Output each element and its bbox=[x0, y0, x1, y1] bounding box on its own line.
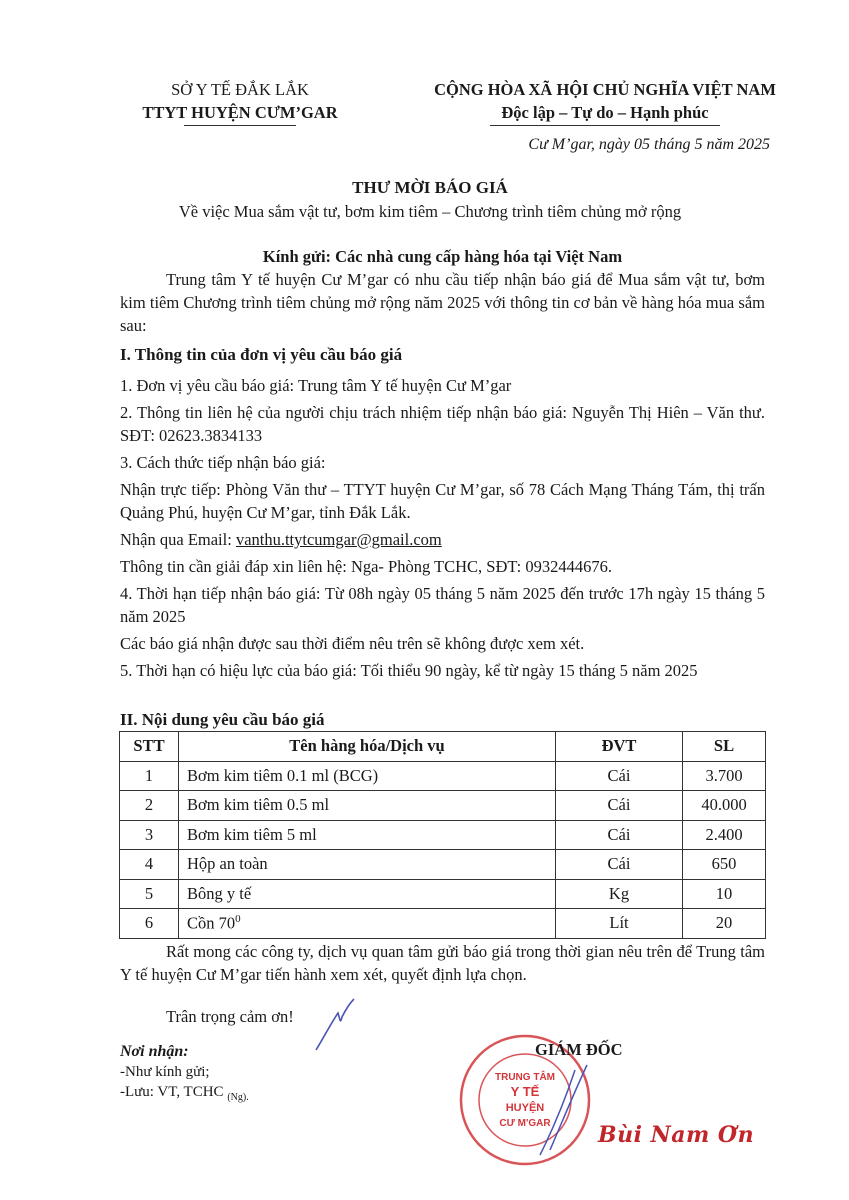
col-qty: SL bbox=[683, 732, 766, 762]
section-1-heading: I. Thông tin của đơn vị yêu cầu báo giá bbox=[120, 345, 403, 364]
email-delivery-info bbox=[120, 528, 765, 551]
row-name: Bơm kim tiêm 5 ml bbox=[179, 820, 556, 850]
row-name: Bơm kim tiêm 0.1 ml (BCG) bbox=[179, 761, 556, 791]
row-name: Bông y tế bbox=[179, 879, 556, 909]
recipients-heading: Nơi nhận: bbox=[120, 1043, 189, 1060]
table-row bbox=[120, 850, 766, 880]
signer-name: Bùi Nam Ơn bbox=[598, 1122, 755, 1148]
table-row bbox=[120, 909, 766, 939]
recipient-line-2-initials: (Ng). bbox=[227, 1092, 249, 1103]
section-1-item-1: 1. Đơn vị yêu cầu báo giá: Trung tâm Y tế huyện Cư M’gar bbox=[120, 376, 512, 395]
seal-line-2: Y TẾ bbox=[510, 1084, 540, 1099]
table-row bbox=[120, 791, 766, 821]
row-name: Bơm kim tiêm 0.5 ml bbox=[179, 791, 556, 821]
row-name: Hộp an toàn bbox=[179, 850, 556, 880]
row-name-text: Cồn 70 bbox=[187, 913, 236, 933]
row-name bbox=[179, 909, 556, 939]
recipient-line-2 bbox=[120, 1082, 249, 1108]
section-2-heading: II. Nội dung yêu cầu báo giá bbox=[120, 710, 325, 729]
row-unit: Kg bbox=[556, 879, 683, 909]
table-row bbox=[120, 879, 766, 909]
row-qty: 10 bbox=[683, 879, 766, 909]
seal-line-1: TRUNG TÂM bbox=[495, 1072, 555, 1083]
row-qty: 3.700 bbox=[683, 761, 766, 791]
intro-paragraph: Trung tâm Y tế huyện Cư M’gar có nhu cầu tiếp nhận báo giá để Mua sắm vật tư, bơm kim tiêm Chương trình tiêm chủng mở rộng năm 2025 với thông tin cơ bản về hàng hóa mua sắm sau: bbox=[120, 270, 765, 335]
row-stt: 2 bbox=[120, 791, 179, 821]
seal-line-3: HUYỆN bbox=[505, 1102, 545, 1114]
motto-underline bbox=[490, 125, 720, 126]
dateline: Cư M’gar, ngày 05 tháng 5 năm 2025 bbox=[528, 136, 770, 153]
email-link[interactable]: vanthu.ttytcumgar@gmail.com bbox=[235, 530, 442, 549]
table-row bbox=[120, 820, 766, 850]
nation-title: CỘNG HÒA XÃ HỘI CHỦ NGHĨA VIỆT NAM bbox=[434, 80, 776, 99]
row-stt: 6 bbox=[120, 909, 179, 939]
recipient-line-1: -Như kính gửi; bbox=[120, 1064, 210, 1080]
row-stt: 4 bbox=[120, 850, 179, 880]
unit-underline bbox=[184, 125, 296, 126]
section-1-item-2: 2. Thông tin liên hệ của người chịu trách nhiệm tiếp nhận báo giá: Nguyễn Thị Hiên – Văn thư. SĐT: 02623.3834133 bbox=[120, 403, 765, 445]
degree-superscript: 0 bbox=[235, 913, 241, 925]
greeting: Kính gửi: Các nhà cung cấp hàng hóa tại Việt Nam bbox=[262, 247, 623, 266]
seal-line-4: CƯ M'GAR bbox=[499, 1118, 551, 1129]
initial-mark-icon bbox=[310, 995, 360, 1055]
col-unit: ĐVT bbox=[556, 732, 683, 762]
contact-info: Thông tin cần giải đáp xin liên hệ: Nga- Phòng TCHC, SĐT: 0932444676. bbox=[120, 557, 612, 576]
unit-name: TTYT HUYỆN CƯM’GAR bbox=[142, 103, 338, 122]
row-qty: 40.000 bbox=[683, 791, 766, 821]
row-stt: 5 bbox=[120, 879, 179, 909]
table-header-row bbox=[120, 732, 766, 762]
recipient-line-2-text: -Lưu: VT, TCHC bbox=[120, 1084, 224, 1100]
col-name: Tên hàng hóa/Dịch vụ bbox=[179, 732, 556, 762]
section-1-item-4: 4. Thời hạn tiếp nhận báo giá: Từ 08h ngày 05 tháng 5 năm 2025 đến trước 17h ngày 15 tháng 5 năm 2025 bbox=[120, 584, 765, 626]
section-1-item-3: 3. Cách thức tiếp nhận báo giá: bbox=[120, 453, 326, 472]
recipients-block bbox=[120, 1042, 249, 1108]
items-table bbox=[119, 731, 766, 939]
late-quote-note: Các báo giá nhận được sau thời điểm nêu trên sẽ không được xem xét. bbox=[120, 634, 585, 653]
row-qty: 20 bbox=[683, 909, 766, 939]
row-stt: 3 bbox=[120, 820, 179, 850]
thanks-line: Trân trọng cảm ơn! bbox=[166, 1007, 294, 1026]
col-stt: STT bbox=[120, 732, 179, 762]
motto: Độc lập – Tự do – Hạnh phúc bbox=[501, 103, 709, 122]
row-qty: 650 bbox=[683, 850, 766, 880]
document-title: THƯ MỜI BÁO GIÁ bbox=[352, 178, 508, 197]
row-unit: Cái bbox=[556, 820, 683, 850]
row-qty: 2.400 bbox=[683, 820, 766, 850]
row-unit: Cái bbox=[556, 761, 683, 791]
agency-name: SỞ Y TẾ ĐẮK LẮK bbox=[171, 80, 309, 99]
row-unit: Cái bbox=[556, 791, 683, 821]
table-row bbox=[120, 761, 766, 791]
row-stt: 1 bbox=[120, 761, 179, 791]
signer-title: GIÁM ĐỐC bbox=[535, 1040, 623, 1059]
nation-block bbox=[390, 78, 820, 126]
closing-paragraph: Rất mong các công ty, dịch vụ quan tâm gửi báo giá trong thời gian nêu trên để Trung tâm Y tế huyện Cư M’gar tiến hành xem xét, quyết định lựa chọn. bbox=[120, 942, 765, 984]
row-unit: Lít bbox=[556, 909, 683, 939]
section-1-item-5: 5. Thời hạn có hiệu lực của báo giá: Tối thiểu 90 ngày, kể từ ngày 15 tháng 5 năm 2025 bbox=[120, 661, 698, 680]
document-subtitle: Về việc Mua sắm vật tư, bơm kim tiêm – Chương trình tiêm chủng mở rộng bbox=[178, 202, 682, 221]
row-unit: Cái bbox=[556, 850, 683, 880]
issuer-block bbox=[95, 78, 385, 126]
direct-delivery-info: Nhận trực tiếp: Phòng Văn thư – TTYT huyện Cư M’gar, số 78 Cách Mạng Tháng Tám, thị trấn Quảng Phú, huyện Cư M’gar, tỉnh Đắk Lắk. bbox=[120, 480, 765, 522]
email-label: Nhận qua Email: bbox=[120, 530, 236, 549]
